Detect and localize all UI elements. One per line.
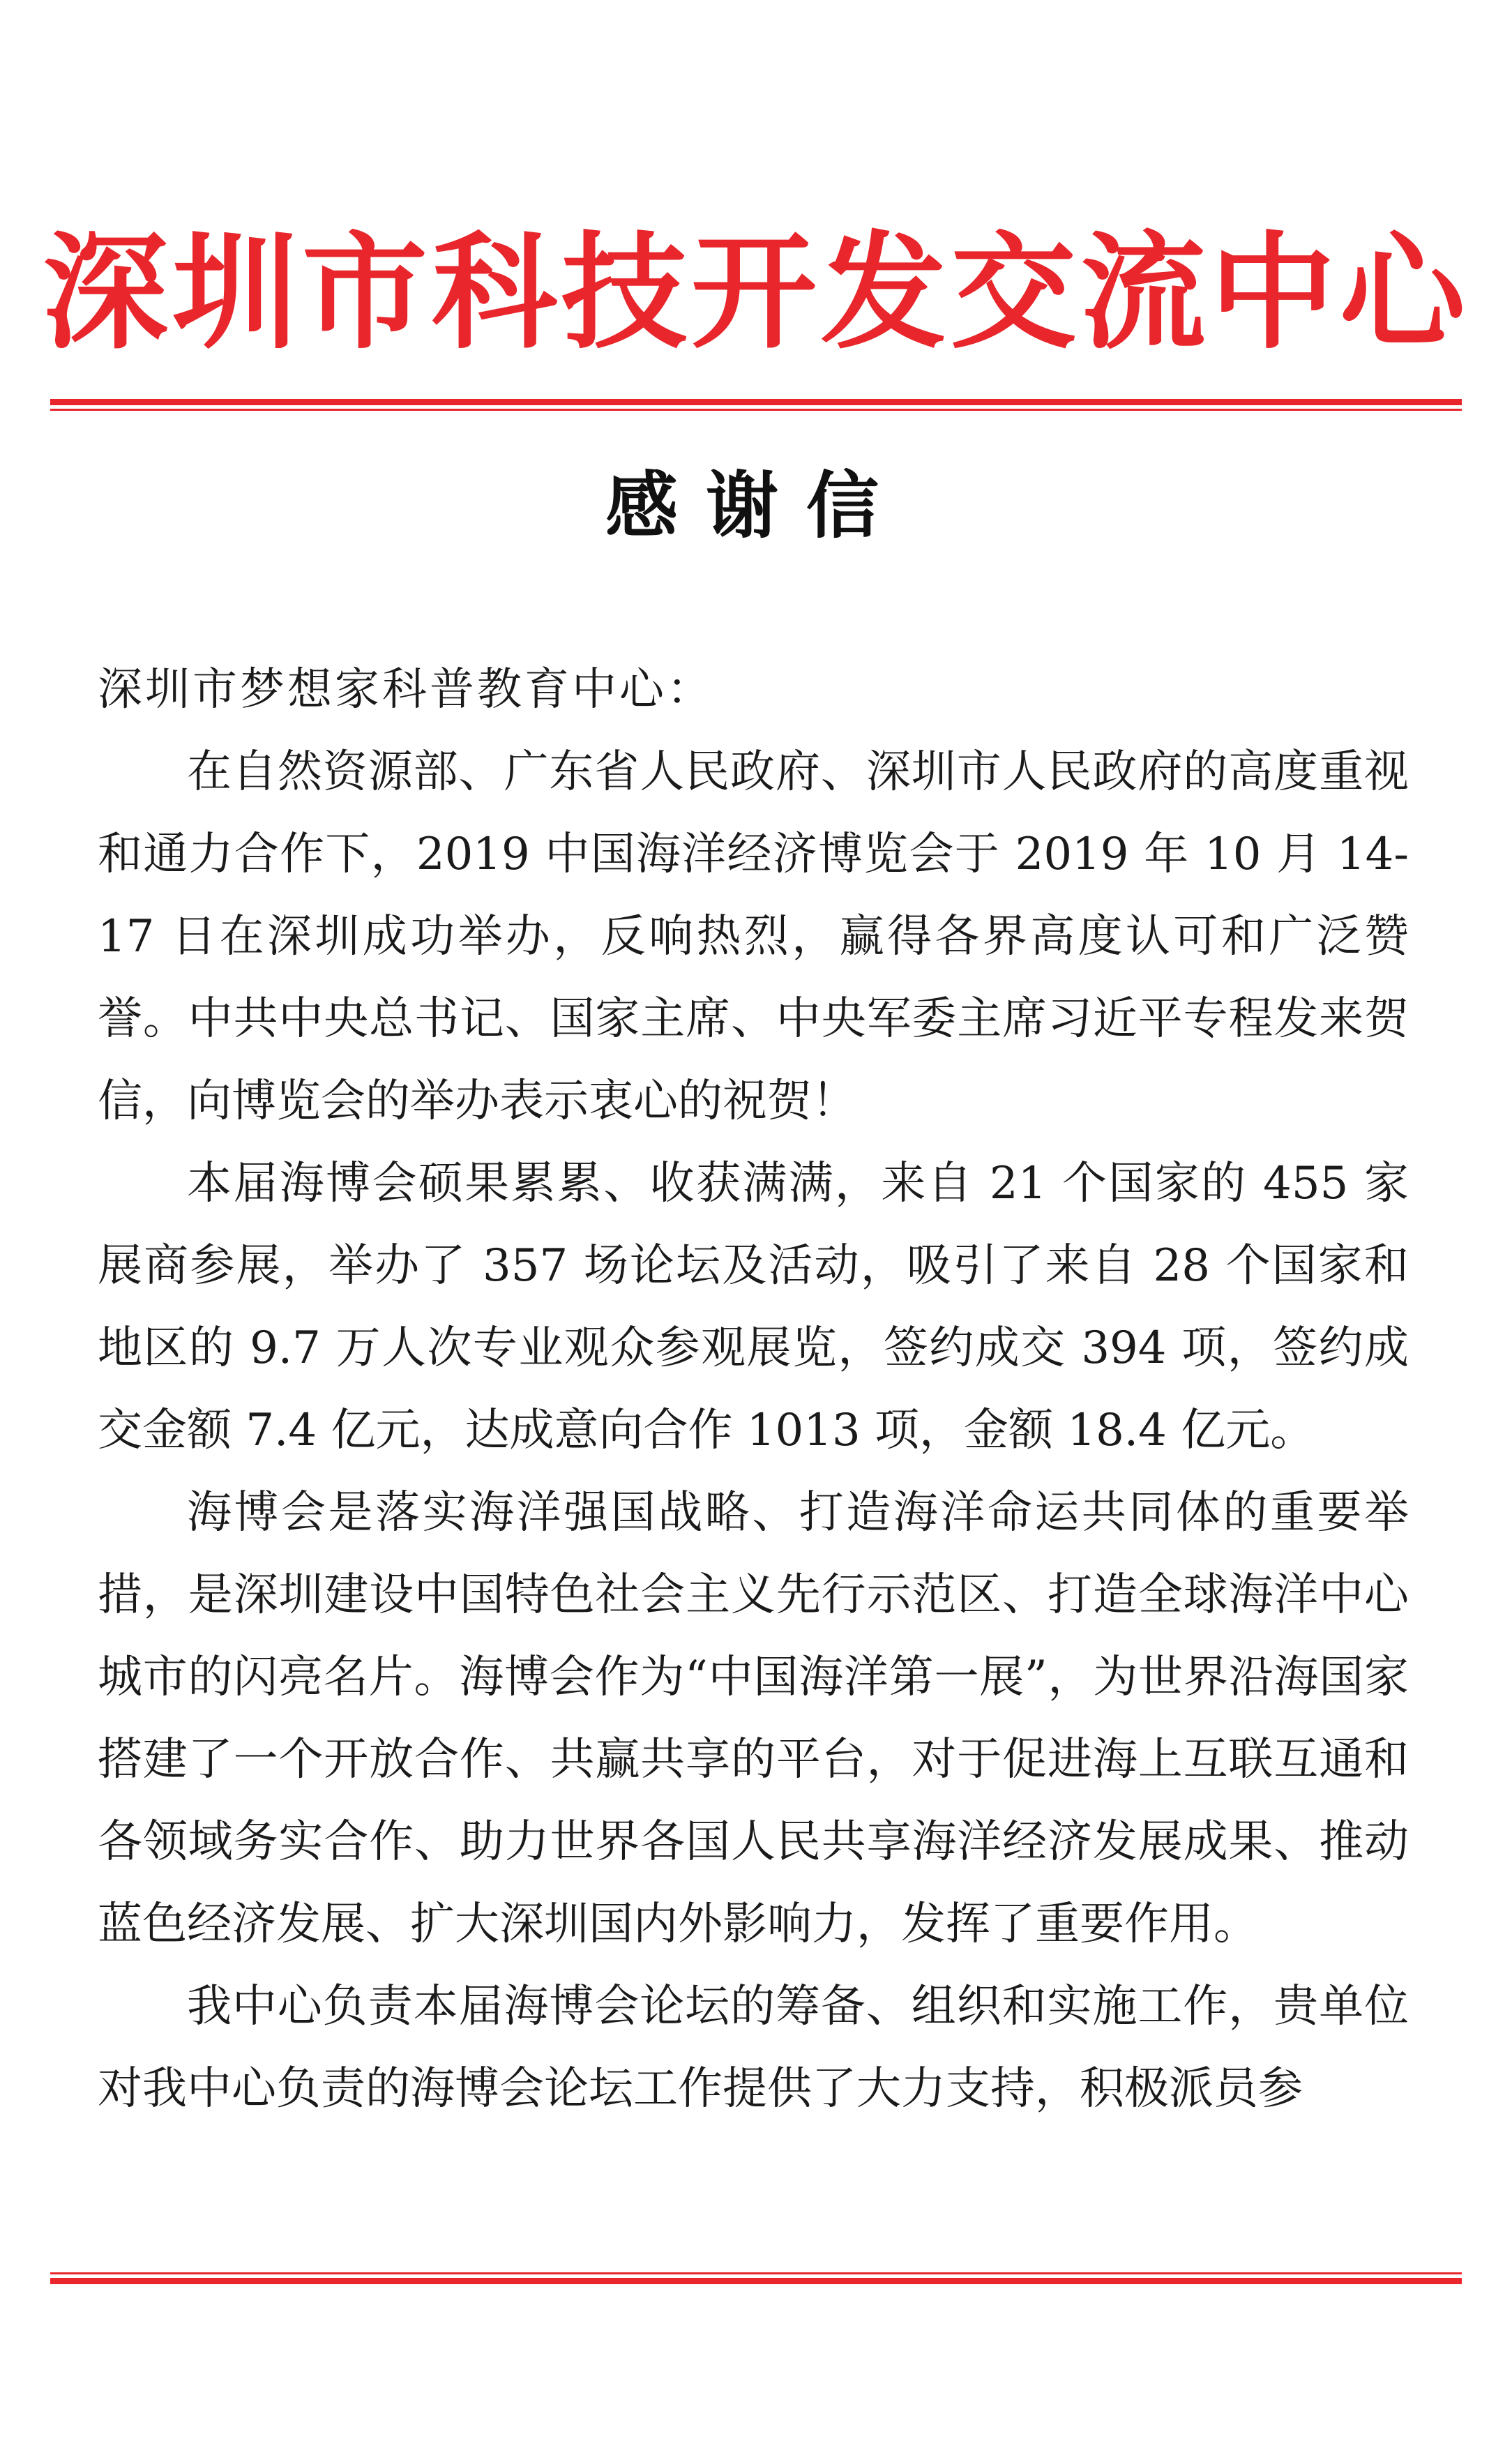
letter-paragraph: 海博会是落实海洋强国战略、打造海洋命运共同体的重要举措，是深圳建设中国特色社会主义先行示范区、打造全球海洋中心城市的闪亮名片。海博会作为“中国海洋第一展”，为世界沿海国家搭建了一个开放合作、共赢共享的平台，对于促进海上互联互通和各领域务实合作、助力世界各国人民共享海洋经济发展成果、推动蓝色经济发展、扩大深圳国内外影响力，发挥了重要作用。 xyxy=(98,1487,1409,1950)
letter-paragraph: 在自然资源部、广东省人民政府、深圳市人民政府的高度重视和通力合作下，2019 中国海洋经济博览会于 2019 年 10 月 14-17 日在深圳成功举办，反响热烈，赢得各界高度认可和广泛赞誉。中共中央总书记、国家主席、中央军委主席习近平专程发来贺信，向博览会的举办表示衷心的祝贺！ xyxy=(98,746,1409,1127)
letter-body xyxy=(98,649,1409,2130)
letterhead-divider xyxy=(50,399,1462,411)
footer-divider xyxy=(50,2272,1462,2284)
letterhead-org-name: 深圳市科技开发交流中心 xyxy=(42,219,1469,366)
letter-title: 感谢信 xyxy=(605,463,907,548)
divider-thick-line xyxy=(50,2278,1462,2284)
divider-thick-line xyxy=(50,399,1462,405)
letter-paragraph: 我中心负责本届海博会论坛的筹备、组织和实施工作，贵单位对我中心负责的海博会论坛工作提供了大力支持，积极派员参 xyxy=(98,1981,1409,2115)
divider-thin-line xyxy=(50,409,1462,411)
letter-paragraph: 本届海博会硕果累累、收获满满，来自 21 个国家的 455 家展商参展，举办了 357 场论坛及活动，吸引了来自 28 个国家和地区的 9.7 万人次专业观众参观展览，签约成交 394 项，签约成交金额 7.4 亿元，达成意向合作 1013 项，金额 18.4 亿元。 xyxy=(98,1158,1409,1456)
letter-salutation: 深圳市梦想家科普教育中心： xyxy=(98,664,714,716)
divider-thin-line xyxy=(50,2272,1462,2274)
